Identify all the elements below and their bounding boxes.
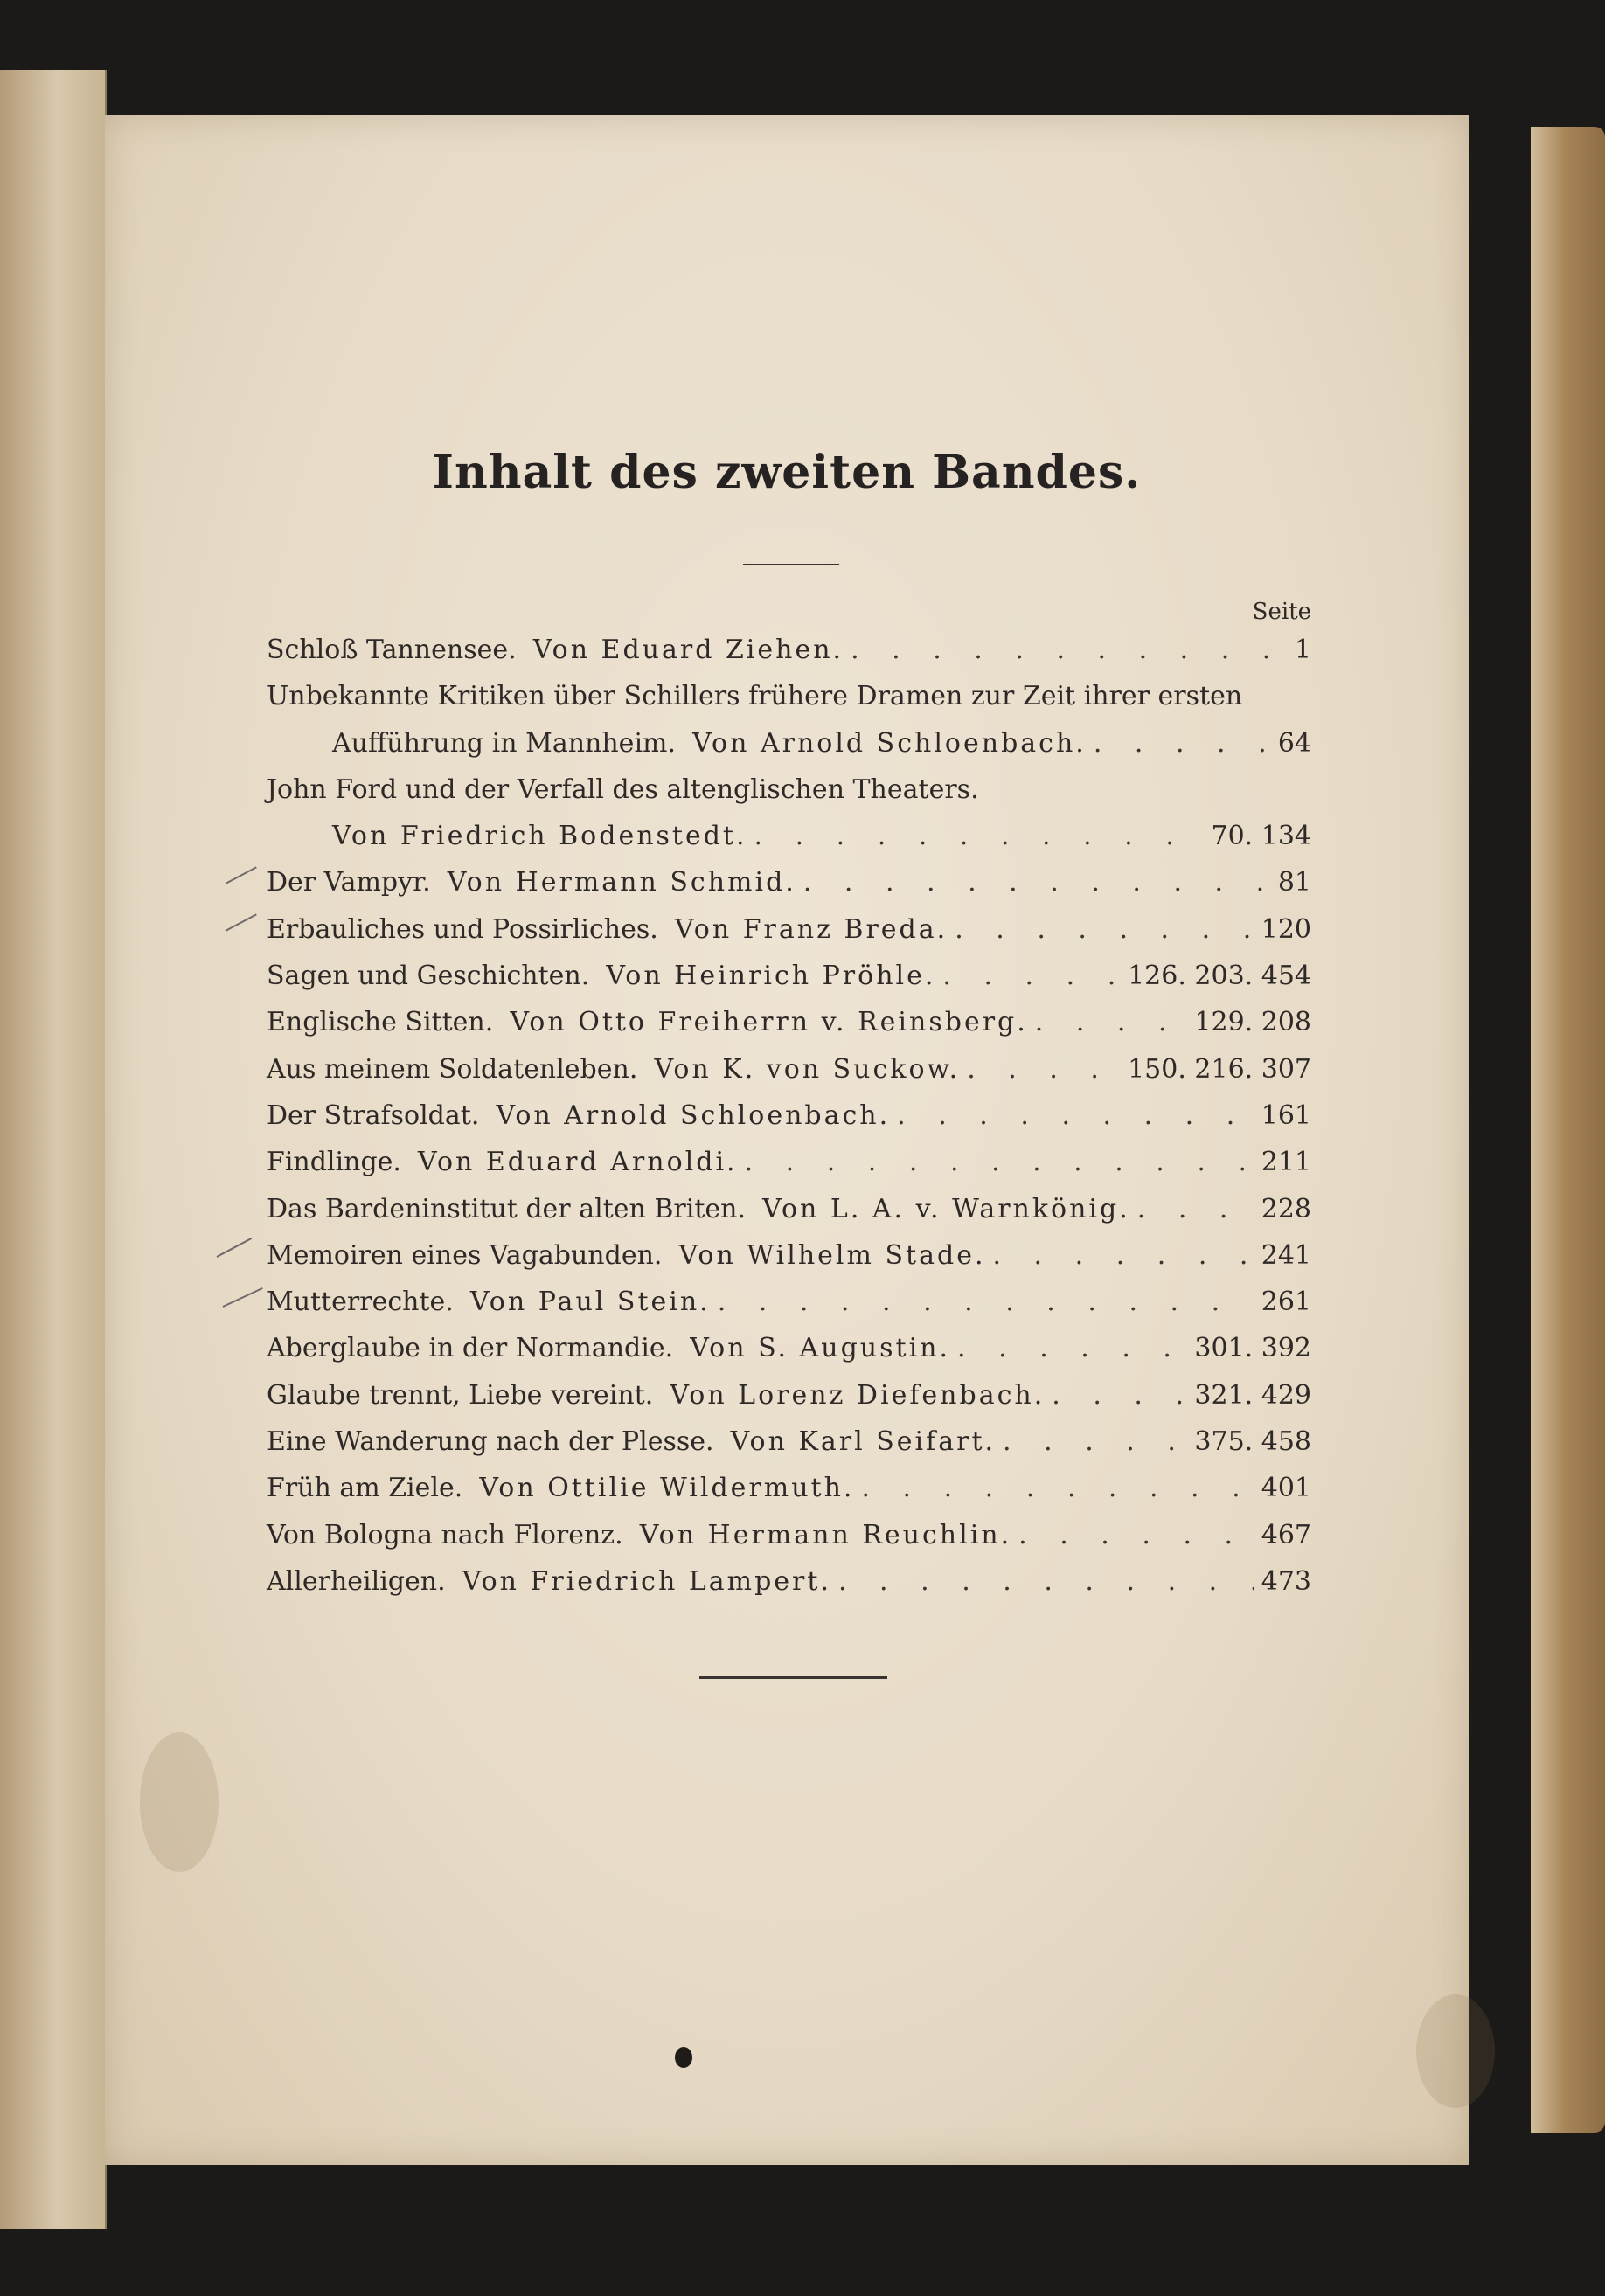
paper-stain <box>1416 1994 1495 2108</box>
entry-author: Von Wilhelm Stade. <box>678 1239 986 1271</box>
leader-dots <box>955 906 1254 953</box>
leader-dots <box>897 1093 1254 1139</box>
entry-author: Von Eduard Ziehen. <box>532 635 844 665</box>
entry-title: Der Vampyr. <box>267 867 431 898</box>
leader-dots <box>1018 1512 1254 1558</box>
entry-pages: 161 <box>1261 1099 1311 1131</box>
entry-pages: 81 <box>1277 867 1311 898</box>
entry-pages: 301. 392 <box>1194 1333 1311 1364</box>
leader-dots <box>1094 720 1271 766</box>
entry-title: Das Bardeninstitut der alten Briten. <box>267 1193 746 1224</box>
toc-entry <box>267 1279 1311 1325</box>
book-cover-edge <box>1531 127 1605 2133</box>
leader-dots <box>957 1325 1187 1371</box>
page-column-label: Seite <box>1252 599 1311 625</box>
entry-author: Von Hermann Schmid. <box>447 867 796 898</box>
leader-dots <box>942 953 1121 999</box>
entry-pages: 241 <box>1261 1239 1311 1271</box>
toc-entry <box>267 1558 1311 1605</box>
toc-entry <box>267 1186 1311 1232</box>
entry-title: Erbauliches und Possirliches. <box>267 913 658 945</box>
entry-author: Von Karl Seifart. <box>730 1426 997 1458</box>
entry-title: Mutterrechte. <box>267 1287 454 1318</box>
toc-entry <box>267 1093 1311 1139</box>
entry-title: Eine Wanderung nach der Plesse. <box>267 1426 714 1458</box>
leader-dots <box>718 1279 1254 1325</box>
entry-author: Von Ottilie Wildermuth. <box>479 1473 855 1504</box>
entry-title: Sagen und Geschichten. <box>267 961 590 992</box>
entry-author: Von Hermann Reuchlin. <box>639 1519 1012 1550</box>
entry-author: Von Arnold Schloenbach. <box>496 1099 891 1131</box>
leader-dots <box>967 1046 1121 1093</box>
leader-dots <box>1003 1419 1187 1465</box>
pencil-mark <box>217 1238 253 1258</box>
entry-pages: 126. 203. 454 <box>1128 961 1311 992</box>
entry-title: John Ford und der Verfall des altenglischen Theaters. <box>267 773 979 805</box>
toc-entry-continuation <box>267 813 1311 859</box>
entry-title: Schloß Tannensee. <box>267 635 517 665</box>
entry-title: Aus meinem Soldatenleben. <box>267 1053 638 1085</box>
entry-author: Von Otto Freiherrn v. Reinsberg. <box>510 1007 1028 1038</box>
toc-entry <box>267 673 1311 719</box>
entry-pages: 150. 216. 307 <box>1128 1053 1311 1085</box>
contents-page <box>105 115 1469 2165</box>
leader-dots <box>745 1139 1254 1185</box>
entry-pages: 70. 134 <box>1211 821 1311 852</box>
entry-pages: 211 <box>1261 1147 1311 1178</box>
pencil-mark <box>226 913 257 932</box>
leader-dots <box>992 1232 1254 1279</box>
pencil-mark <box>223 1287 263 1308</box>
entry-author: Von Paul Stein. <box>469 1287 711 1318</box>
toc-entry <box>267 1419 1311 1465</box>
toc-entry <box>267 999 1311 1045</box>
toc-entry <box>267 859 1311 905</box>
entry-pages: 228 <box>1261 1193 1311 1224</box>
entry-pages: 64 <box>1277 727 1311 759</box>
toc-entry <box>267 1139 1311 1185</box>
title-rule <box>743 564 839 565</box>
entry-author: Von Eduard Arnoldi. <box>418 1147 738 1178</box>
toc-entry <box>267 627 1311 673</box>
entry-author: Von Friedrich Bodenstedt. <box>332 821 747 852</box>
leader-dots <box>803 859 1271 905</box>
leader-dots <box>861 1465 1254 1511</box>
toc-entry <box>267 1325 1311 1371</box>
toc-entry-continuation <box>267 720 1311 766</box>
entry-title: Früh am Ziele. <box>267 1473 463 1504</box>
entry-title: Aberglaube in der Normandie. <box>267 1333 674 1364</box>
toc-entry <box>267 1465 1311 1511</box>
entry-title: Glaube trennt, Liebe vereint. <box>267 1379 654 1411</box>
entry-title: Allerheiligen. <box>267 1565 446 1597</box>
entry-author: Von L. A. v. Warnkönig. <box>762 1193 1130 1224</box>
entry-pages: 1 <box>1294 635 1311 665</box>
entry-title: Von Bologna nach Florenz. <box>267 1519 623 1550</box>
leader-dots <box>1052 1372 1187 1419</box>
entry-author: Von Friedrich Lampert. <box>462 1565 831 1597</box>
toc-entry <box>267 906 1311 953</box>
closing-rule <box>699 1676 887 1679</box>
entry-pages: 321. 429 <box>1194 1379 1311 1411</box>
leader-dots <box>1035 999 1188 1045</box>
table-of-contents <box>267 627 1311 1605</box>
pencil-mark <box>226 866 257 884</box>
facing-page-edge <box>0 70 107 2229</box>
entry-title-continuation: Aufführung in Mannheim. <box>332 727 677 759</box>
entry-title: Unbekannte Kritiken über Schillers frühere Dramen zur Zeit ihrer ersten <box>267 681 1243 712</box>
entry-title: Der Strafsoldat. <box>267 1099 480 1131</box>
page-title: Inhalt des zweiten Bandes. <box>432 446 1142 499</box>
entry-author: Von K. von Suckow. <box>654 1053 961 1085</box>
toc-entry <box>267 1232 1311 1279</box>
entry-pages: 401 <box>1261 1473 1311 1504</box>
entry-title: Findlinge. <box>267 1147 401 1178</box>
leader-dots <box>754 813 1205 859</box>
entry-author: Von S. Augustin. <box>690 1333 951 1364</box>
toc-entry <box>267 1046 1311 1093</box>
entry-title: Memoiren eines Vagabunden. <box>267 1239 663 1271</box>
toc-entry <box>267 1372 1311 1419</box>
leader-dots <box>851 627 1288 673</box>
leader-dots <box>838 1558 1254 1605</box>
entry-author: Von Lorenz Diefenbach. <box>670 1379 1046 1411</box>
ink-blot <box>675 2047 692 2068</box>
toc-entry <box>267 953 1311 999</box>
entry-author: Von Heinrich Pröhle. <box>606 961 936 992</box>
entry-pages: 261 <box>1261 1287 1311 1318</box>
entry-author: Von Franz Breda. <box>674 913 948 945</box>
entry-pages: 129. 208 <box>1194 1007 1311 1038</box>
entry-pages: 467 <box>1261 1519 1311 1550</box>
entry-pages: 120 <box>1261 913 1311 945</box>
entry-author: Von Arnold Schloenbach. <box>692 727 1087 759</box>
paper-stain <box>140 1732 219 1872</box>
entry-pages: 473 <box>1261 1565 1311 1597</box>
toc-entry <box>267 1512 1311 1558</box>
entry-title: Englische Sitten. <box>267 1007 494 1038</box>
entry-pages: 375. 458 <box>1194 1426 1311 1458</box>
leader-dots <box>1137 1186 1254 1232</box>
toc-entry <box>267 766 1311 813</box>
